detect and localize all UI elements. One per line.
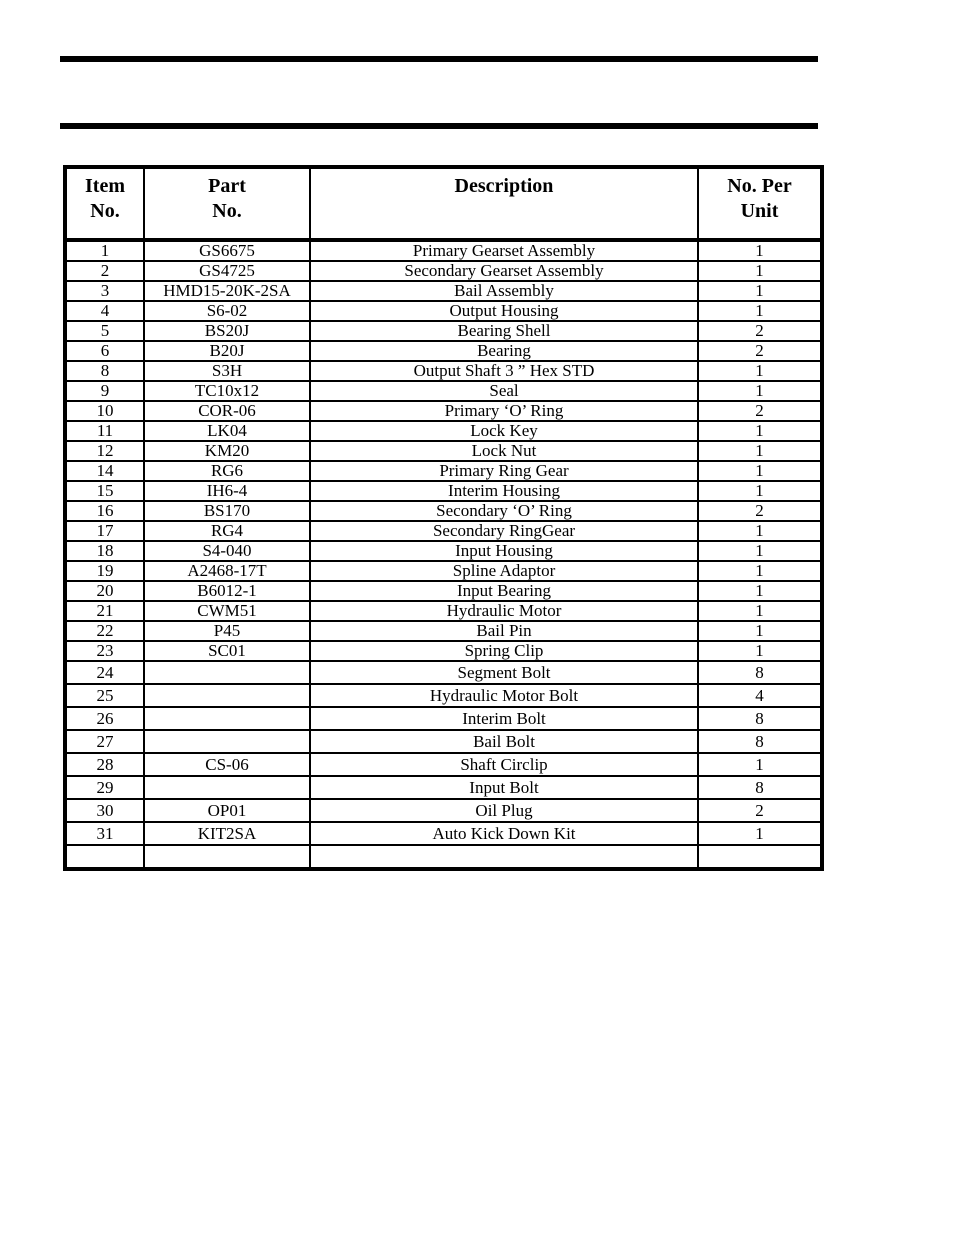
cell-item-no: 22 <box>65 621 144 641</box>
cell-part-no: S3H <box>144 361 310 381</box>
table-row <box>65 730 822 753</box>
cell-part-no: LK04 <box>144 421 310 441</box>
cell-item-no <box>65 845 144 869</box>
cell-qty: 1 <box>698 481 822 501</box>
cell-description: Bearing <box>310 341 698 361</box>
header-part-no <box>144 167 310 240</box>
cell-qty: 8 <box>698 730 822 753</box>
cell-part-no: BS170 <box>144 501 310 521</box>
cell-qty: 2 <box>698 321 822 341</box>
cell-part-no: IH6-4 <box>144 481 310 501</box>
cell-item-no: 30 <box>65 799 144 822</box>
cell-item-no: 6 <box>65 341 144 361</box>
cell-description: Secondary ‘O’ Ring <box>310 501 698 521</box>
cell-description: Spring Clip <box>310 641 698 661</box>
cell-description: Lock Key <box>310 421 698 441</box>
cell-description: Output Housing <box>310 301 698 321</box>
cell-part-no: GS6675 <box>144 240 310 261</box>
table-row <box>65 601 822 621</box>
cell-description: Primary Gearset Assembly <box>310 240 698 261</box>
cell-part-no: S4-040 <box>144 541 310 561</box>
header-line: No. Per <box>727 175 792 197</box>
cell-qty: 1 <box>698 641 822 661</box>
cell-description: Primary ‘O’ Ring <box>310 401 698 421</box>
cell-part-no: HMD15-20K-2SA <box>144 281 310 301</box>
cell-item-no: 8 <box>65 361 144 381</box>
cell-item-no: 24 <box>65 661 144 684</box>
cell-qty: 1 <box>698 601 822 621</box>
parts-table-body <box>65 240 822 869</box>
header-line: No. <box>212 200 242 222</box>
table-row <box>65 301 822 321</box>
cell-description: Interim Housing <box>310 481 698 501</box>
cell-description: Bail Assembly <box>310 281 698 301</box>
cell-qty: 1 <box>698 381 822 401</box>
cell-part-no <box>144 661 310 684</box>
cell-description <box>310 845 698 869</box>
cell-description: Oil Plug <box>310 799 698 822</box>
table-row <box>65 341 822 361</box>
cell-description: Output Shaft 3 ” Hex STD <box>310 361 698 381</box>
table-row <box>65 707 822 730</box>
table-row <box>65 521 822 541</box>
table-row <box>65 822 822 845</box>
cell-qty: 1 <box>698 461 822 481</box>
cell-item-no: 4 <box>65 301 144 321</box>
cell-qty: 1 <box>698 240 822 261</box>
cell-item-no: 3 <box>65 281 144 301</box>
cell-item-no: 15 <box>65 481 144 501</box>
cell-item-no: 31 <box>65 822 144 845</box>
header-description <box>310 167 698 240</box>
cell-part-no: RG4 <box>144 521 310 541</box>
cell-description: Interim Bolt <box>310 707 698 730</box>
cell-description: Segment Bolt <box>310 661 698 684</box>
cell-part-no: KM20 <box>144 441 310 461</box>
cell-part-no: BS20J <box>144 321 310 341</box>
cell-qty: 8 <box>698 661 822 684</box>
cell-part-no <box>144 776 310 799</box>
cell-description: Secondary Gearset Assembly <box>310 261 698 281</box>
cell-part-no <box>144 845 310 869</box>
cell-item-no: 19 <box>65 561 144 581</box>
table-row <box>65 561 822 581</box>
cell-item-no: 12 <box>65 441 144 461</box>
section-rule <box>60 123 818 129</box>
table-row <box>65 661 822 684</box>
cell-description: Secondary RingGear <box>310 521 698 541</box>
cell-description: Bail Pin <box>310 621 698 641</box>
cell-description: Primary Ring Gear <box>310 461 698 481</box>
header-line: Unit <box>740 200 779 222</box>
cell-qty: 1 <box>698 361 822 381</box>
table-row <box>65 240 822 261</box>
table-row <box>65 621 822 641</box>
header-qty-per-unit <box>698 167 822 240</box>
cell-part-no <box>144 730 310 753</box>
cell-part-no: S6-02 <box>144 301 310 321</box>
cell-qty: 1 <box>698 581 822 601</box>
table-row <box>65 581 822 601</box>
table-row <box>65 684 822 707</box>
cell-description: Input Bolt <box>310 776 698 799</box>
cell-qty: 8 <box>698 707 822 730</box>
cell-item-no: 16 <box>65 501 144 521</box>
cell-item-no: 26 <box>65 707 144 730</box>
table-row <box>65 461 822 481</box>
cell-description: Shaft Circlip <box>310 753 698 776</box>
cell-part-no: P45 <box>144 621 310 641</box>
cell-qty: 1 <box>698 281 822 301</box>
cell-part-no: CS-06 <box>144 753 310 776</box>
cell-part-no <box>144 684 310 707</box>
table-row <box>65 441 822 461</box>
cell-part-no: A2468-17T <box>144 561 310 581</box>
table-row <box>65 753 822 776</box>
cell-item-no: 1 <box>65 240 144 261</box>
cell-item-no: 2 <box>65 261 144 281</box>
table-row <box>65 799 822 822</box>
cell-description: Spline Adaptor <box>310 561 698 581</box>
header-line: Part <box>208 175 246 197</box>
cell-part-no: OP01 <box>144 799 310 822</box>
table-row <box>65 501 822 521</box>
parts-table <box>63 165 824 871</box>
cell-part-no <box>144 707 310 730</box>
cell-part-no: B6012-1 <box>144 581 310 601</box>
cell-part-no: GS4725 <box>144 261 310 281</box>
cell-item-no: 11 <box>65 421 144 441</box>
cell-item-no: 10 <box>65 401 144 421</box>
cell-qty <box>698 845 822 869</box>
header-line: Item <box>85 175 125 197</box>
cell-part-no: KIT2SA <box>144 822 310 845</box>
table-row <box>65 361 822 381</box>
cell-description: Hydraulic Motor Bolt <box>310 684 698 707</box>
cell-qty: 1 <box>698 521 822 541</box>
table-header-row <box>65 167 822 240</box>
cell-item-no: 14 <box>65 461 144 481</box>
table-row <box>65 776 822 799</box>
cell-item-no: 23 <box>65 641 144 661</box>
cell-description: Bail Bolt <box>310 730 698 753</box>
cell-qty: 2 <box>698 341 822 361</box>
cell-description: Lock Nut <box>310 441 698 461</box>
cell-qty: 1 <box>698 441 822 461</box>
cell-item-no: 21 <box>65 601 144 621</box>
cell-description: Hydraulic Motor <box>310 601 698 621</box>
cell-description: Auto Kick Down Kit <box>310 822 698 845</box>
table-row <box>65 401 822 421</box>
cell-part-no: B20J <box>144 341 310 361</box>
header-line: No. <box>90 200 120 222</box>
table-row <box>65 481 822 501</box>
cell-qty: 1 <box>698 561 822 581</box>
cell-qty: 8 <box>698 776 822 799</box>
cell-item-no: 20 <box>65 581 144 601</box>
cell-part-no: COR-06 <box>144 401 310 421</box>
cell-qty: 2 <box>698 501 822 521</box>
table-row <box>65 421 822 441</box>
cell-part-no: SC01 <box>144 641 310 661</box>
table-row <box>65 381 822 401</box>
cell-item-no: 29 <box>65 776 144 799</box>
cell-qty: 1 <box>698 261 822 281</box>
cell-description: Input Bearing <box>310 581 698 601</box>
cell-description: Seal <box>310 381 698 401</box>
cell-item-no: 17 <box>65 521 144 541</box>
cell-part-no: RG6 <box>144 461 310 481</box>
cell-description: Input Housing <box>310 541 698 561</box>
cell-item-no: 27 <box>65 730 144 753</box>
cell-qty: 1 <box>698 301 822 321</box>
top-rule <box>60 56 818 62</box>
cell-qty: 2 <box>698 799 822 822</box>
header-line: Description <box>454 175 554 197</box>
table-row <box>65 321 822 341</box>
cell-qty: 1 <box>698 421 822 441</box>
table-row <box>65 261 822 281</box>
cell-qty: 1 <box>698 621 822 641</box>
cell-qty: 1 <box>698 822 822 845</box>
cell-item-no: 9 <box>65 381 144 401</box>
cell-item-no: 25 <box>65 684 144 707</box>
cell-qty: 1 <box>698 753 822 776</box>
header-item-no <box>65 167 144 240</box>
cell-description: Bearing Shell <box>310 321 698 341</box>
cell-qty: 2 <box>698 401 822 421</box>
table-row <box>65 541 822 561</box>
cell-qty: 4 <box>698 684 822 707</box>
cell-item-no: 18 <box>65 541 144 561</box>
cell-part-no: TC10x12 <box>144 381 310 401</box>
cell-part-no: CWM51 <box>144 601 310 621</box>
table-row <box>65 845 822 869</box>
cell-item-no: 5 <box>65 321 144 341</box>
cell-qty: 1 <box>698 541 822 561</box>
cell-item-no: 28 <box>65 753 144 776</box>
table-row <box>65 641 822 661</box>
table-row <box>65 281 822 301</box>
